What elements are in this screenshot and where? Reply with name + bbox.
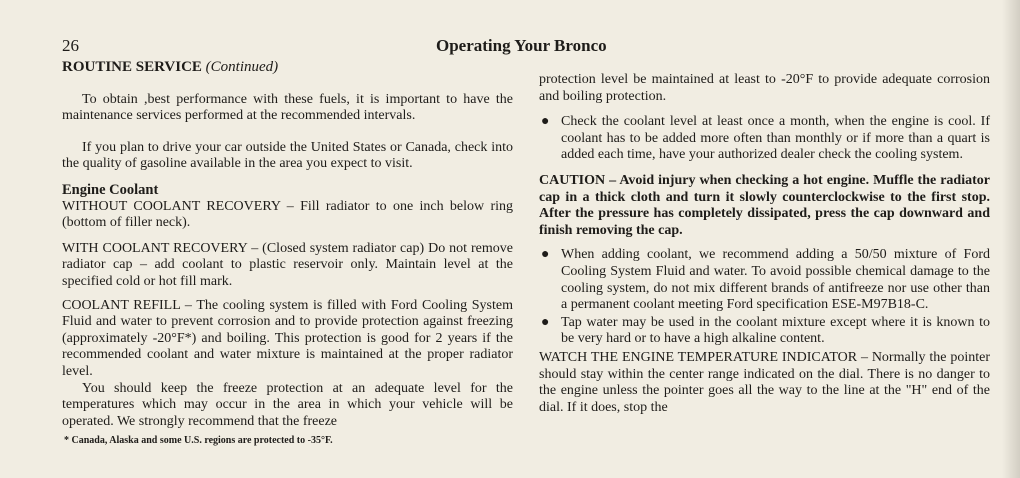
paragraph-coolant-refill: COOLANT REFILL – The cooling system is filled with Ford Cooling System Fluid and water to prevent corrosion and to provide protection against freezing (approximately -20°F*) and boiling. This protection is good for 2 years if the recommended coolant and water mixture is maintained at the proper radiator level. [62, 297, 513, 379]
caution-paragraph: CAUTION – Avoid injury when checking a hot engine. Muffle the radiator cap in a thick cloth and turn it slowly counterclockwise to the first stop. After the pressure has completely dissipated, press the cap downward and finish removing the cap. [539, 172, 990, 238]
bullet-list-1 [539, 114, 990, 164]
footnote: * Canada, Alaska and some U.S. regions are protected to -35°F. [64, 435, 333, 447]
paragraph-fuels: To obtain ,best performance with these fuels, it is important to have the maintenance services performed at the recommended intervals. [62, 91, 513, 124]
paragraph-protection-level: protection level be maintained at least to -20°F to provide adequate corrosion and boiling protection. [539, 72, 990, 104]
right-column [539, 72, 990, 416]
section-title [62, 59, 513, 76]
list-item [539, 247, 990, 313]
bullet-tap-water: Tap water may be used in the coolant mixture except where it is known to be very hard or to have a high alkaline content. [561, 314, 990, 347]
left-column [62, 59, 513, 450]
bullet-icon: ● [541, 247, 550, 263]
paragraph-temperature-indicator: WATCH THE ENGINE TEMPERATURE INDICATOR – Normally the pointer should stay within the center range indicated on the dial. There is no danger to the engine unless the pointer goes all the way to the line at the "H" end of the dial. If it does, stop the [539, 349, 990, 415]
running-title: Operating Your Bronco [436, 36, 607, 55]
list-item [539, 315, 990, 348]
section-title-text: ROUTINE SERVICE [62, 59, 202, 75]
paragraph-freeze-protection: You should keep the freeze protection at an adequate level for the temperatures which may occur in the area in which your vehicle will be operated. We strongly recommend that the freeze [62, 380, 513, 429]
bullet-icon: ● [541, 114, 550, 130]
engine-coolant-heading: Engine Coolant [62, 181, 159, 198]
bullet-adding-coolant: When adding coolant, we recommend adding a 50/50 mixture of Ford Cooling System Fluid and water. To avoid possible chemical damage to the cooling system, do not mix different brands of antifreeze nor use other than a permanent coolant meeting Ford specification ESE-M97B18-C. [561, 247, 990, 313]
section-title-continued: (Continued) [205, 59, 279, 75]
list-item [539, 114, 990, 164]
bullet-icon: ● [541, 314, 550, 330]
paragraph-without-recovery: WITHOUT COOLANT RECOVERY – Fill radiator to one inch below ring (bottom of filler neck). [62, 198, 513, 231]
paragraph-travel: If you plan to drive your car outside the United States or Canada, check into the quality of gasoline available in the area you expect to visit. [62, 139, 513, 172]
page-binding-shadow [1002, 0, 1020, 478]
bullet-list-2 [539, 247, 990, 348]
paragraph-with-recovery: WITH COOLANT RECOVERY – (Closed system radiator cap) Do not remove radiator cap – add coolant to plastic reservoir only. Maintain level at the specified cold or hot fill mark. [62, 240, 513, 289]
page-number: 26 [62, 36, 79, 55]
bullet-check-coolant: Check the coolant level at least once a month, when the engine is cool. If coolant has to be added more often than monthly or if more than a quart is added each time, have your authorized dealer check the cooling system. [561, 114, 990, 163]
